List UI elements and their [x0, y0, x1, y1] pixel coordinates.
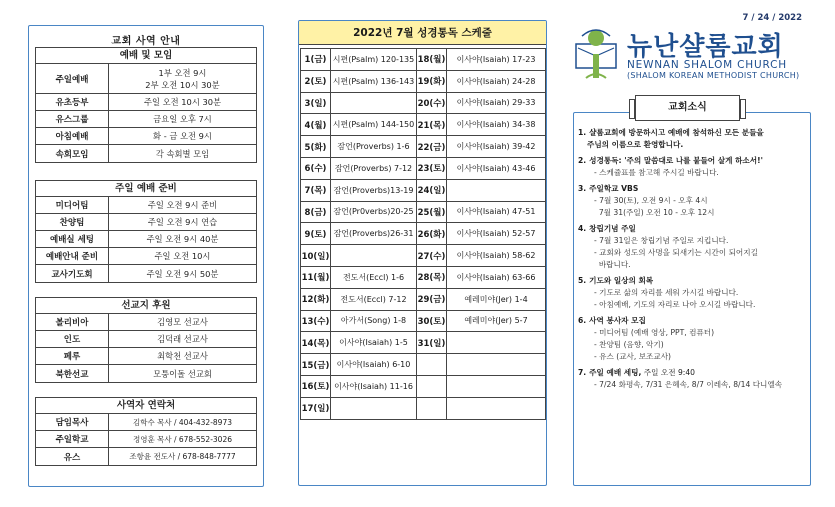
- schedule-passage-cell: 이사야(Isaiah) 17-23: [447, 49, 546, 71]
- schedule-row: [301, 375, 546, 397]
- schedule-row: [301, 310, 546, 332]
- contacts-row-detail-line: 정영훈 목사 / 678-552-3026: [132, 434, 233, 444]
- schedule-row: [301, 288, 546, 310]
- contacts-row-name: 주일학교: [36, 431, 109, 447]
- schedule-passage-cell: 이사야(Isaiah) 39-42: [447, 136, 546, 158]
- schedule-day-cell: 25(월): [417, 201, 447, 223]
- schedule-passage-cell: 이사야(Isaiah) 58-62: [447, 245, 546, 267]
- prep-row-name: 예배실 세팅: [36, 231, 109, 247]
- schedule-passage-cell: 예레미야(Jer) 5-7: [447, 310, 546, 332]
- contacts-row-detail-line: 김학수 목사 / 404-432-8973: [132, 417, 233, 427]
- news-item-detail: - 7월 30(토), 오전 9시 - 오후 4시: [594, 196, 708, 205]
- news-item-detail: - 아침예배, 기도의 자리로 나아 오시길 바랍니다.: [594, 300, 756, 309]
- prep-row-name: 예배안내 준비: [36, 248, 109, 264]
- worship-header: 예배 및 모임: [36, 48, 256, 64]
- schedule-day-cell: 13(수): [301, 310, 331, 332]
- news-item: [578, 155, 808, 179]
- news-item-detail: 7월 31(주일) 오전 10 - 오후 12시: [594, 208, 715, 217]
- schedule-day-cell: 19(화): [417, 70, 447, 92]
- worship-row-name: 아침예배: [36, 128, 109, 144]
- news-item-title: 주일 예배 세팅,: [589, 368, 642, 377]
- schedule-day-cell: 6(수): [301, 157, 331, 179]
- worship-row-detail-line: 화 - 금 오전 9시: [153, 131, 212, 141]
- mission-row-name: 볼리비아: [36, 314, 109, 330]
- mission-row-detail-line: 최학천 선교사: [157, 351, 208, 361]
- prep-row: [36, 265, 256, 282]
- schedule-day-cell: 27(수): [417, 245, 447, 267]
- schedule-day-cell: 4(월): [301, 114, 331, 136]
- worship-row: [36, 64, 256, 94]
- news-item-number: 6.: [578, 316, 587, 325]
- schedule-passage-cell: [447, 332, 546, 354]
- schedule-passage-cell: [331, 245, 417, 267]
- schedule-passage-cell: 이사야(Isaiah) 34-38: [447, 114, 546, 136]
- schedule-passage-cell: 이사야(Isaiah) 43-46: [447, 157, 546, 179]
- schedule-day-cell: [417, 375, 447, 397]
- news-item-detail: - 미디어팀 (예배 영상, PPT, 컴퓨터): [594, 328, 715, 337]
- worship-row-name: 유초등부: [36, 94, 109, 110]
- prep-row-detail: [109, 197, 256, 213]
- mission-row: [36, 331, 256, 348]
- schedule-row: [301, 70, 546, 92]
- schedule-row: [301, 49, 546, 71]
- news-item-detail: - 기도로 삶의 자리를 세워 가시길 바랍니다.: [594, 288, 739, 297]
- schedule-day-cell: 29(금): [417, 288, 447, 310]
- schedule-day-cell: 5(화): [301, 136, 331, 158]
- worship-row-detail: [109, 64, 256, 93]
- mission-row-detail-line: 김덕래 선교사: [157, 334, 208, 344]
- contacts-row-name: 유스: [36, 448, 109, 465]
- contacts-header: 사역자 연락처: [36, 398, 256, 414]
- schedule-day-cell: 24(일): [417, 179, 447, 201]
- schedule-passage-cell: 이사야(Isaiah) 29-33: [447, 92, 546, 114]
- schedule-row: [301, 332, 546, 354]
- prep-row-detail: [109, 248, 256, 264]
- news-item-title: 주일학교 VBS: [589, 184, 639, 193]
- schedule-passage-cell: 잠언(Proverbs)26-31: [331, 223, 417, 245]
- schedule-passage-cell: [331, 92, 417, 114]
- news-item-title: 창립기념 주일: [589, 224, 636, 233]
- mission-row-name: 북한선교: [36, 365, 109, 382]
- prep-section: [35, 180, 257, 283]
- schedule-passage-cell: 이사야(Isaiah) 52-57: [447, 223, 546, 245]
- schedule-passage-cell: 잠언(Proverbs)13-19: [331, 179, 417, 201]
- schedule-row: [301, 266, 546, 288]
- schedule-passage-cell: 시편(Psalm) 144-150: [331, 114, 417, 136]
- schedule-day-cell: 9(토): [301, 223, 331, 245]
- mission-row-detail: [109, 365, 256, 382]
- church-name-english: NEWNAN SHALOM CHURCH: [627, 59, 787, 71]
- schedule-day-cell: 18(월): [417, 49, 447, 71]
- schedule-passage-cell: 잠언(Proverbs) 1-6: [331, 136, 417, 158]
- schedule-day-cell: 26(화): [417, 223, 447, 245]
- news-item: [578, 275, 808, 311]
- schedule-passage-cell: 이사야(Isaiah) 47-51: [447, 201, 546, 223]
- prep-header: 주일 예배 준비: [36, 181, 256, 197]
- mission-header: 선교지 후원: [36, 298, 256, 314]
- news-item-heading: [578, 127, 808, 139]
- worship-row: [36, 128, 256, 145]
- schedule-day-cell: 30(토): [417, 310, 447, 332]
- contacts-row: [36, 414, 256, 431]
- prep-row-name: 미디어팀: [36, 197, 109, 213]
- schedule-passage-cell: 전도서(Eccl) 1-6: [331, 266, 417, 288]
- schedule-passage-cell: 아가서(Song) 1-8: [331, 310, 417, 332]
- schedule-row: [301, 114, 546, 136]
- schedule-table: [300, 48, 546, 420]
- news-item-title: 성경통독: '주의 말씀대로 나를 붙들어 살게 하소서!': [589, 156, 763, 165]
- mission-row-detail-line: 김영모 선교사: [157, 317, 208, 327]
- schedule-day-cell: 31(일): [417, 332, 447, 354]
- schedule-day-cell: 3(일): [301, 92, 331, 114]
- news-item-detail: - 7/24 화평속, 7/31 은혜속, 8/7 이레속, 8/14 다니엘속: [594, 380, 783, 389]
- mission-section: [35, 297, 257, 383]
- news-item-heading: [578, 275, 808, 287]
- schedule-row: [301, 136, 546, 158]
- news-item: [578, 315, 808, 363]
- contacts-row: [36, 448, 256, 465]
- worship-row-detail: [109, 94, 256, 110]
- contacts-row-name: 담임목사: [36, 414, 109, 430]
- news-item-title: 샬롬교회에 방문하시고 예배에 참석하신 모든 분들을: [589, 128, 764, 137]
- contacts-row-detail: [109, 414, 256, 430]
- mission-row-detail: [109, 348, 256, 364]
- news-item: [578, 127, 808, 151]
- schedule-day-cell: 21(목): [417, 114, 447, 136]
- schedule-day-cell: 7(목): [301, 179, 331, 201]
- prep-row: [36, 231, 256, 248]
- news-item-heading: [578, 367, 808, 379]
- news-item-number: 1.: [578, 128, 587, 137]
- worship-row-detail-line: 1부 오전 9시: [158, 67, 207, 78]
- church-news-title: 교회소식: [635, 95, 740, 121]
- news-item-title: 기도와 일상의 회복: [589, 276, 654, 285]
- schedule-day-cell: 23(토): [417, 157, 447, 179]
- church-name-subtitle: (SHALOM KOREAN METHODIST CHURCH): [627, 71, 800, 80]
- contacts-section: [35, 397, 257, 466]
- news-item-number: 4.: [578, 224, 587, 233]
- contacts-row-detail: [109, 431, 256, 447]
- news-item-title: 사역 봉사자 모집: [589, 316, 646, 325]
- schedule-day-cell: 12(화): [301, 288, 331, 310]
- news-item-detail: - 7월 31일은 창립기념 주일로 지킵니다.: [594, 236, 729, 245]
- worship-row: [36, 111, 256, 128]
- prep-row-detail: [109, 265, 256, 282]
- contacts-row: [36, 431, 256, 448]
- schedule-passage-cell: 시편(Psalm) 136-143: [331, 70, 417, 92]
- schedule-passage-cell: 잠언(Pr0verbs)20-25: [331, 201, 417, 223]
- prep-row-detail: [109, 231, 256, 247]
- church-logo-icon: [572, 26, 620, 82]
- contacts-row-detail: [109, 448, 256, 465]
- prep-row-name: 교사기도회: [36, 265, 109, 282]
- news-item: [578, 367, 808, 391]
- schedule-passage-cell: [331, 397, 417, 419]
- prep-row-detail-line: 주일 오전 9시 50분: [146, 268, 219, 279]
- news-item-number: 7.: [578, 368, 587, 377]
- schedule-row: [301, 354, 546, 376]
- news-item-heading: [578, 223, 808, 235]
- prep-row-detail-line: 주일 오전 9시 준비: [147, 200, 218, 210]
- news-item-number: 5.: [578, 276, 587, 285]
- schedule-row: [301, 157, 546, 179]
- prep-row-detail: [109, 214, 256, 230]
- mission-row-detail: [109, 331, 256, 347]
- worship-row-detail-line: 각 속회별 모임: [155, 148, 210, 159]
- mission-row-detail-line: 모퉁이돌 선교회: [153, 368, 212, 379]
- schedule-passage-cell: 전도서(Eccl) 7-12: [331, 288, 417, 310]
- schedule-passage-cell: [447, 375, 546, 397]
- worship-row-detail: [109, 111, 256, 127]
- mission-row: [36, 314, 256, 331]
- church-name-korean: 뉴난샬롬교회: [627, 32, 784, 62]
- schedule-day-cell: 16(토): [301, 375, 331, 397]
- news-item-heading: [578, 183, 808, 195]
- schedule-day-cell: 17(일): [301, 397, 331, 419]
- worship-section: [35, 47, 257, 163]
- schedule-passage-cell: 이사야(Isaiah) 24-28: [447, 70, 546, 92]
- schedule-row: [301, 201, 546, 223]
- mission-row-detail: [109, 314, 256, 330]
- worship-row: [36, 145, 256, 162]
- schedule-day-cell: 14(목): [301, 332, 331, 354]
- ministry-guide-title: 교회 사역 안내: [111, 36, 181, 47]
- schedule-day-cell: 22(금): [417, 136, 447, 158]
- schedule-day-cell: [417, 397, 447, 419]
- news-item-heading: [578, 315, 808, 327]
- schedule-day-cell: 2(토): [301, 70, 331, 92]
- mission-row-name: 페루: [36, 348, 109, 364]
- prep-row: [36, 248, 256, 265]
- worship-row-detail-line: 2부 오전 10시 30분: [145, 79, 220, 90]
- worship-row-detail-line: 금요일 오후 7시: [153, 114, 212, 124]
- worship-row-name: 주일예배: [36, 64, 109, 93]
- schedule-row: [301, 223, 546, 245]
- schedule-passage-cell: 시편(Psalm) 120-135: [331, 49, 417, 71]
- schedule-passage-cell: 잠언(Proverbs) 7-12: [331, 157, 417, 179]
- schedule-passage-cell: 이사야(Isaiah) 11-16: [331, 375, 417, 397]
- news-item-heading: [578, 155, 808, 167]
- news-item-continued: 주님의 이름으로 환영합니다.: [587, 140, 684, 149]
- church-news-list: [578, 127, 808, 395]
- schedule-day-cell: 28(목): [417, 266, 447, 288]
- schedule-day-cell: 20(수): [417, 92, 447, 114]
- reading-schedule-panel: [298, 20, 547, 486]
- worship-row-detail: [109, 145, 256, 162]
- prep-row-detail-line: 주일 오전 9시 연습: [147, 217, 218, 227]
- schedule-row: [301, 179, 546, 201]
- schedule-day-cell: 11(월): [301, 266, 331, 288]
- worship-row-detail: [109, 128, 256, 144]
- schedule-row: [301, 397, 546, 419]
- prep-row: [36, 197, 256, 214]
- schedule-passage-cell: 이사야(Isaiah) 63-66: [447, 266, 546, 288]
- contacts-row-detail-line: 조항윤 전도사 / 678-848-7777: [129, 452, 236, 461]
- prep-row-detail-line: 주일 오전 10시: [154, 251, 211, 261]
- news-item-detail: - 찬양팀 (음향, 악기): [594, 340, 664, 349]
- worship-row: [36, 94, 256, 111]
- mission-row: [36, 348, 256, 365]
- schedule-passage-cell: [447, 179, 546, 201]
- news-item: [578, 183, 808, 219]
- worship-row-name: 속회모임: [36, 145, 109, 162]
- news-item-detail: 바랍니다.: [594, 260, 631, 269]
- schedule-passage-cell: 이사야(Isaiah) 1-5: [331, 332, 417, 354]
- news-item-detail: - 유스 (교사, 보조교사): [594, 352, 672, 361]
- news-item-detail: - 교회와 성도의 사명을 되새기는 시간이 되어지길: [594, 248, 758, 257]
- schedule-passage-cell: [447, 354, 546, 376]
- prep-row-detail-line: 주일 오전 9시 40분: [146, 234, 219, 244]
- news-item-detail: - 스케쥴표를 참고해 주시길 바랍니다.: [594, 168, 719, 177]
- bulletin-date: 7 / 24 / 2022: [742, 13, 802, 23]
- worship-row-detail-line: 주일 오전 10시 30분: [143, 97, 222, 107]
- prep-row: [36, 214, 256, 231]
- news-item-title-rest: 주일 오전 9:40: [641, 368, 695, 377]
- schedule-day-cell: 1(금): [301, 49, 331, 71]
- news-item: [578, 223, 808, 271]
- schedule-row: [301, 92, 546, 114]
- schedule-day-cell: 10(일): [301, 245, 331, 267]
- schedule-passage-cell: 예레미야(Jer) 1-4: [447, 288, 546, 310]
- worship-row-name: 유스그룹: [36, 111, 109, 127]
- schedule-title: 2022년 7월 성경통독 스케줄: [299, 21, 546, 45]
- mission-row-name: 인도: [36, 331, 109, 347]
- news-item-number: 2.: [578, 156, 587, 165]
- schedule-row: [301, 245, 546, 267]
- news-item-number: 3.: [578, 184, 587, 193]
- prep-row-name: 찬양팀: [36, 214, 109, 230]
- schedule-day-cell: [417, 354, 447, 376]
- schedule-day-cell: 15(금): [301, 354, 331, 376]
- schedule-passage-cell: 이사야(Isaiah) 6-10: [331, 354, 417, 376]
- schedule-day-cell: 8(금): [301, 201, 331, 223]
- schedule-passage-cell: [447, 397, 546, 419]
- mission-row: [36, 365, 256, 382]
